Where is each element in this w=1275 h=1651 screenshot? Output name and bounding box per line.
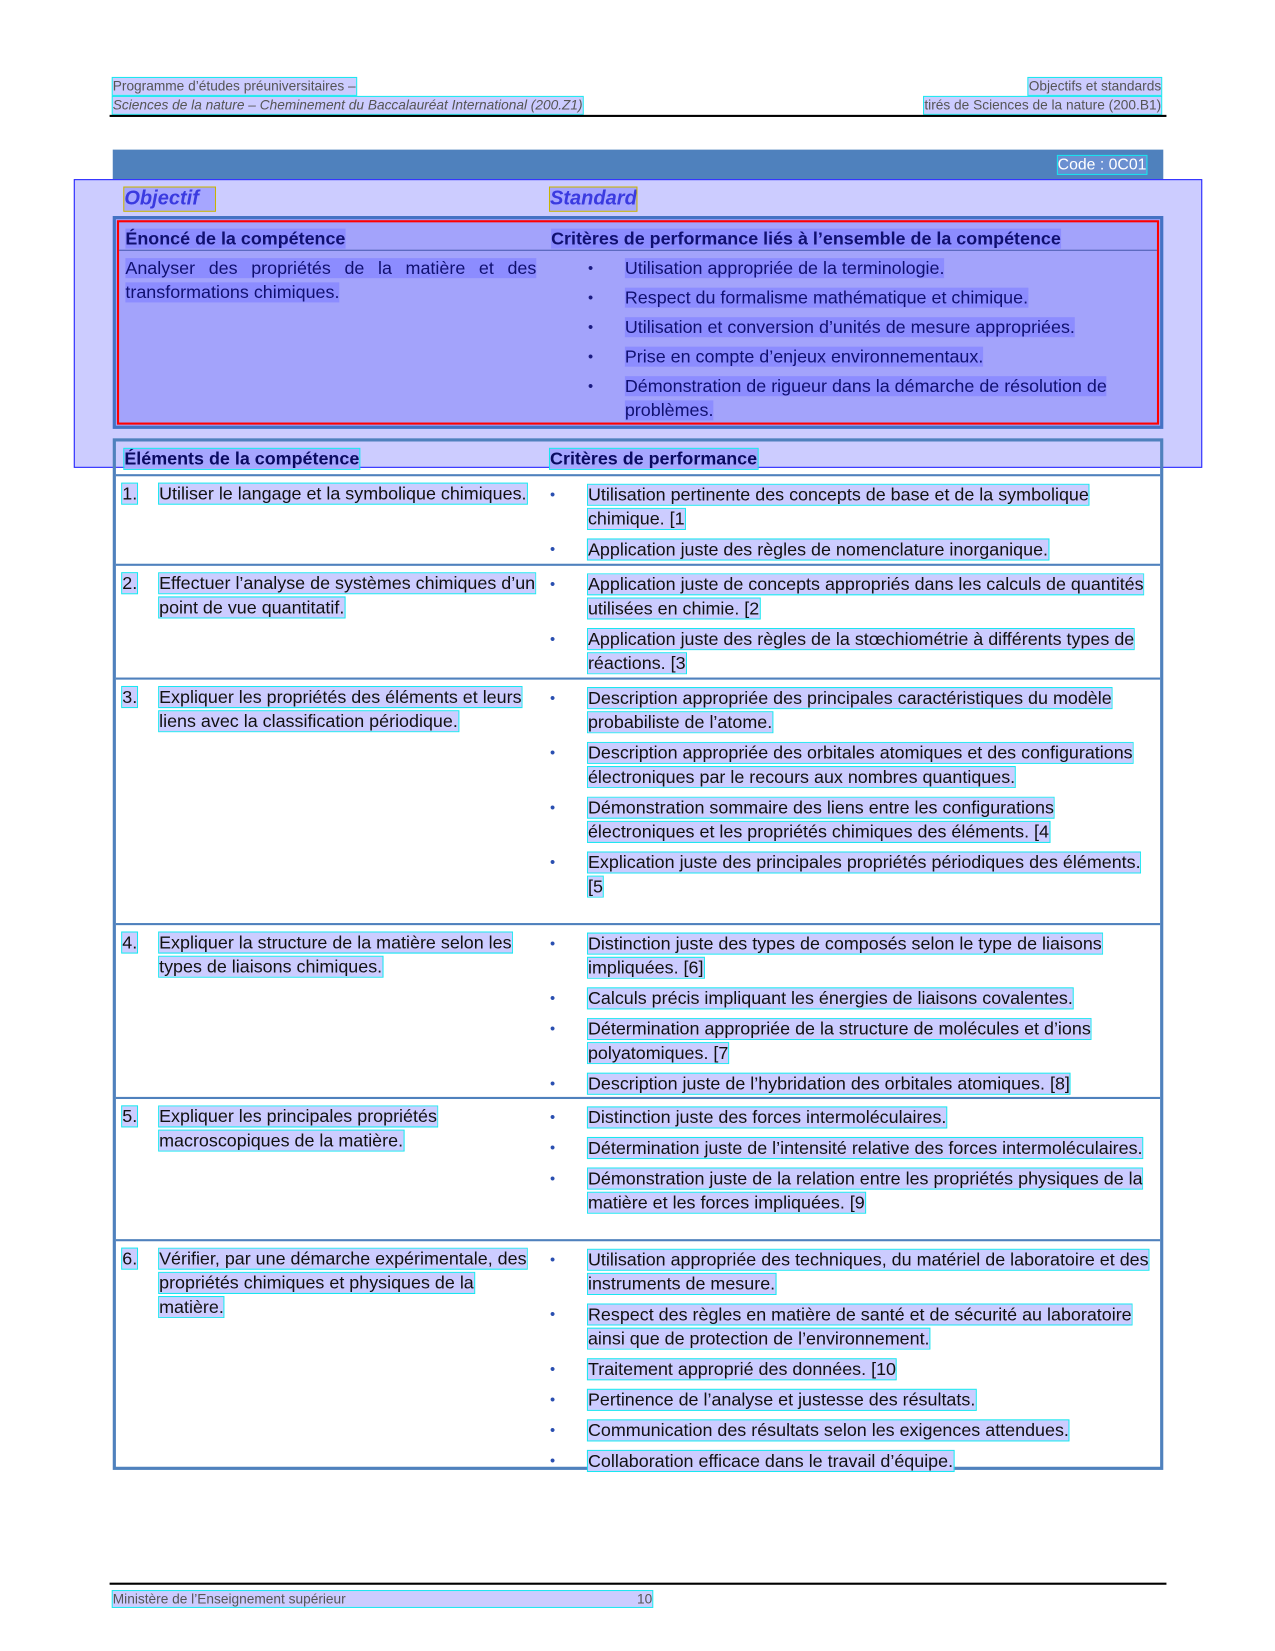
element-number: 6. [122,1248,138,1269]
criteria-list [550,931,1152,1102]
page-number: 10 [636,1591,653,1607]
criterion-item: • Utilisation appropriée des techniques, du matériel de laboratoire et des instruments de mesure. [588,1248,1152,1296]
bullet-icon: • [550,1108,556,1126]
table-row [116,564,1160,680]
table-row [116,923,1160,1099]
element-text: Effectuer l’analyse de systèmes chimiques d’un point de vue quantitatif. [159,573,536,618]
bullet-icon: • [587,318,594,336]
criterion-item: • Démonstration juste de la relation entre les propriétés physiques de la matière et les forces impliquées. [9 [588,1166,1152,1214]
bullet-icon: • [550,934,556,952]
standard-label: Standard [550,187,637,210]
element-text: Vérifier, par une démarche expérimentale, des propriétés chimiques et physiques de la matière. [159,1248,527,1318]
footer-rule [110,1583,1167,1585]
criterion-item: • Détermination juste de l’intensité relative des forces intermoléculaires. [588,1136,1152,1160]
criterion-item: • Pertinence de l’analyse et justesse des résultats. [588,1388,1152,1412]
elements-header-right: Critères de performance [550,448,758,469]
bullet-icon: • [550,798,556,816]
element-text: Utiliser le langage et la symbolique chimiques. [159,483,527,504]
criterion-item: • Respect des règles en matière de santé et de sécurité au laboratoire ainsi que de protection de l’environnement. [588,1302,1152,1350]
enonce-criteria-list [588,256,1149,428]
bullet-icon: • [550,989,556,1007]
enonce-header-left: Énoncé de la compétence [125,228,346,249]
criterion-item: • Application juste des règles de la stœchiométrie à différents types de réactions. [3 [588,627,1152,675]
criteria-list [550,1248,1152,1480]
footer [113,1591,652,1607]
bullet-icon: • [550,540,556,558]
enonce-header-divider [119,250,1157,251]
bullet-icon: • [550,689,556,706]
enonce-criterion: • Utilisation appropriée de la terminologie. [588,256,1149,280]
criterion-item: • Description appropriée des principales caractéristiques du modèle probabiliste de l’atome. [588,686,1152,734]
header-rule [110,115,1167,117]
bullet-icon: • [550,1250,556,1268]
table-row [116,1239,1160,1473]
criterion-item: • Calculs précis impliquant les énergies de liaisons covalentes. [588,986,1152,1010]
criteria-list [550,483,1152,568]
element-number: 4. [122,932,138,953]
criteria-list [550,686,1152,905]
bullet-icon: • [550,630,556,647]
bullet-icon: • [550,1019,556,1037]
table-row [116,678,1160,926]
enonce-criterion: • Prise en compte d’enjeux environnementaux. [588,345,1149,369]
bullet-icon: • [550,743,556,761]
header-program-title: Programme d’études préuniversitaires – [112,77,356,94]
bullet-icon: • [550,485,556,503]
criterion-item: • Application juste de concepts appropriés dans les calculs de quantités utilisées en chimie. [2 [588,572,1152,620]
criterion-item: • Utilisation pertinente des concepts de base et de la symbolique chimique. [1 [588,483,1152,531]
criterion-item: • Distinction juste des forces intermoléculaires. [588,1105,1152,1129]
competency-statement: Analyser des propriétés de la matière et des transformations chimiques. [125,258,537,303]
criterion-item: • Description appropriée des orbitales atomiques et des configurations électroniques par le recours aux nombres quantiques. [588,741,1152,789]
objectif-label: Objectif [124,188,215,211]
elements-header-left: Éléments de la compétence [124,448,360,469]
bullet-icon: • [550,1421,556,1439]
bullet-icon: • [550,1360,556,1378]
criterion-item: • Traitement approprié des données. [10 [588,1357,1152,1381]
criteria-list [550,572,1152,682]
enonce-table [113,216,1164,429]
table-row [116,474,1160,566]
bullet-icon: • [550,1451,556,1469]
element-number: 2. [122,573,138,594]
criterion-item: • Explication juste des principales propriétés périodiques des éléments. [5 [588,850,1152,898]
footer-ministry: Ministère de l’Enseignement supérieur [112,1591,346,1607]
element-text: Expliquer les propriétés des éléments et leurs liens avec la classification périodique. [159,687,522,732]
competency-code: Code : 0C01 [1057,155,1147,174]
criterion-item: • Démonstration sommaire des liens entre les configurations électroniques et les propriétés chimiques des éléments. [4 [588,796,1152,844]
header-section-subtitle: tirés de Sciences de la nature (200.B1) [924,96,1162,113]
element-number: 1. [122,483,138,504]
bullet-icon: • [550,1305,556,1323]
bullet-icon: • [550,1169,556,1187]
enonce-criterion: • Utilisation et conversion d’unités de mesure appropriées. [588,315,1149,339]
bullet-icon: • [550,1074,556,1092]
criterion-item: • Détermination appropriée de la structure de molécules et d’ions polyatomiques. [7 [588,1017,1152,1065]
element-number: 3. [122,687,138,708]
header-program-subtitle: Sciences de la nature – Cheminement du Baccalauréat International (200.Z1) [112,96,583,113]
bullet-icon: • [550,853,556,871]
criteria-list [550,1105,1152,1221]
criterion-item: • Application juste des règles de nomenclature inorganique. [588,537,1152,561]
code-bar [113,150,1164,180]
enonce-header-right: Critères de performance liés à l’ensemble de la compétence [551,228,1061,249]
criterion-item: • Collaboration efficace dans le travail d’équipe. [588,1449,1152,1473]
bullet-icon: • [550,1390,556,1408]
enonce-criterion: • Démonstration de rigueur dans la démarche de résolution de problèmes. [588,374,1149,422]
enonce-criterion: • Respect du formalisme mathématique et chimique. [588,286,1149,310]
bullet-icon: • [587,259,594,277]
elements-table [113,438,1164,1470]
element-number: 5. [122,1106,138,1127]
criterion-item: • Description juste de l’hybridation des orbitales atomiques. [8] [588,1072,1152,1096]
bullet-icon: • [550,1139,556,1156]
bullet-icon: • [550,575,556,593]
bullet-icon: • [587,347,594,365]
bullet-icon: • [587,288,594,306]
table-row [116,1097,1160,1241]
header-section-title: Objectifs et standards [1028,77,1162,94]
criterion-item: • Distinction juste des types de composés selon le type de liaisons impliquées. [6] [588,931,1152,979]
bullet-icon: • [587,377,594,395]
element-text: Expliquer les principales propriétés macroscopiques de la matière. [159,1106,437,1151]
criterion-item: • Communication des résultats selon les exigences attendues. [588,1418,1152,1442]
element-text: Expliquer la structure de la matière selon les types de liaisons chimiques. [159,932,512,977]
